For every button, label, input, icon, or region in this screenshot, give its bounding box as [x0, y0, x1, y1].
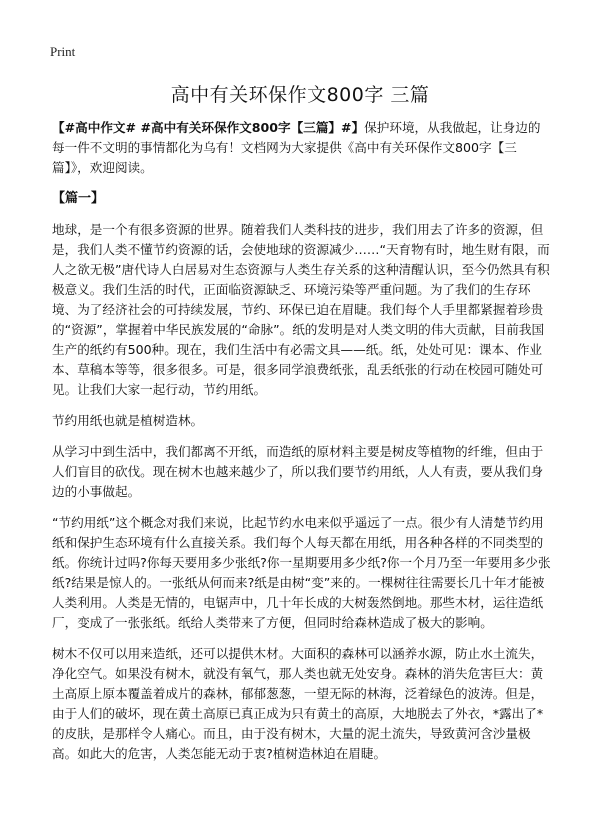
intro-paragraph	[52, 118, 552, 178]
print-label: Print	[50, 44, 76, 59]
intro-tags: 【#高中作文# #高中有关环保作文800字【三篇】#】	[52, 120, 365, 135]
paragraph-4: “节约用纸”这个概念对我们来说，比起节约水电来似乎遥远了一点。很少有人清楚节约用纸和保护生态环境有什么直接关系。我们每个人每天都在用纸，用各种各样的不同类型的纸。你统计过吗?你每天要用多少张纸?你一星期要用多少纸?你一个月乃至一年要用多少张纸?结果是惊人的。一张纸从何而来?纸是由树“变”来的。一棵树往往需要长几十年才能被人类利用。人类是无情的，电锯声中，几十年长成的大树轰然倒地。那些木材，运往造纸厂，变成了一张张纸。纸给人类带来了方便，但同时给森林造成了极大的影响。	[52, 515, 551, 630]
paragraph-5: 树木不仅可以用来造纸，还可以提供木材。大面积的森林可以涵养水源，防止水土流失，净化空气。如果没有树木，就没有氧气，那人类也就无处安身。森林的消失危害巨大：黄土高原上原本覆盖着成片的森林，郁郁葱葱，一望无际的林海，泛着绿色的波涛。但是，由于人们的破坏，现在黄土高原已真正成为只有黄土的高原，大地脱去了外衣，*露出了*的皮肤，是那样令人痛心。而且，由于没有树木，大量的泥土流失，导致黄河含沙量极高。如此大的危害，人类怎能无动于衷?植树造林迫在眉睫。	[52, 646, 544, 761]
paragraph-2: 节约用纸也就是植树造林。	[52, 413, 204, 428]
paragraph-3: 从学习中到生活中，我们都离不开纸，而造纸的原材料主要是树皮等植物的纤维，但由于人们盲目的砍伐。现在树木也越来越少了，所以我们要节约用纸，人人有责，要从我们身边的小事做起。	[52, 444, 544, 499]
document-title: 高中有关环保作文800字 三篇	[170, 84, 430, 106]
section-heading: 【篇一】	[52, 191, 105, 206]
paragraph-1: 地球，是一个有很多资源的世界。随着我们人类科技的进步，我们用去了许多的资源，但是，我们人类不懂节约资源的话，会使地球的资源减少……“天育物有时，地生财有限，而人之欲无极”唐代诗人白居易对生态资源与人类生存关系的这种清醒认识，至今仍然具有积极意义。我们生活的时代，正面临资源缺乏、环境污染等严重问题。为了我们的生存环境、为了经济社会的可持续发展，节约、环保已迫在眉睫。我们每个人手里都紧握着珍贵的“资源”，掌握着中华民族发展的“命脉”。纸的发明是对人类文明的伟大贡献，目前我国生产的纸约有500种。现在，我们生活中有必需文具——纸。纸，处处可见：课本、作业本、草稿本等等，很多很多。可是，很多同学浪费纸张，乱丢纸张的行动在校园可随处可见。让我们大家一起行动，节约用纸。	[52, 222, 550, 397]
intro-text: 保护环境，从我做起，让身边的每一件不文明的事情都化为乌有！文档网为大家提供《高中有关环保作文800字【三篇】》，欢迎阅读。	[52, 120, 541, 175]
document-body	[52, 118, 552, 775]
